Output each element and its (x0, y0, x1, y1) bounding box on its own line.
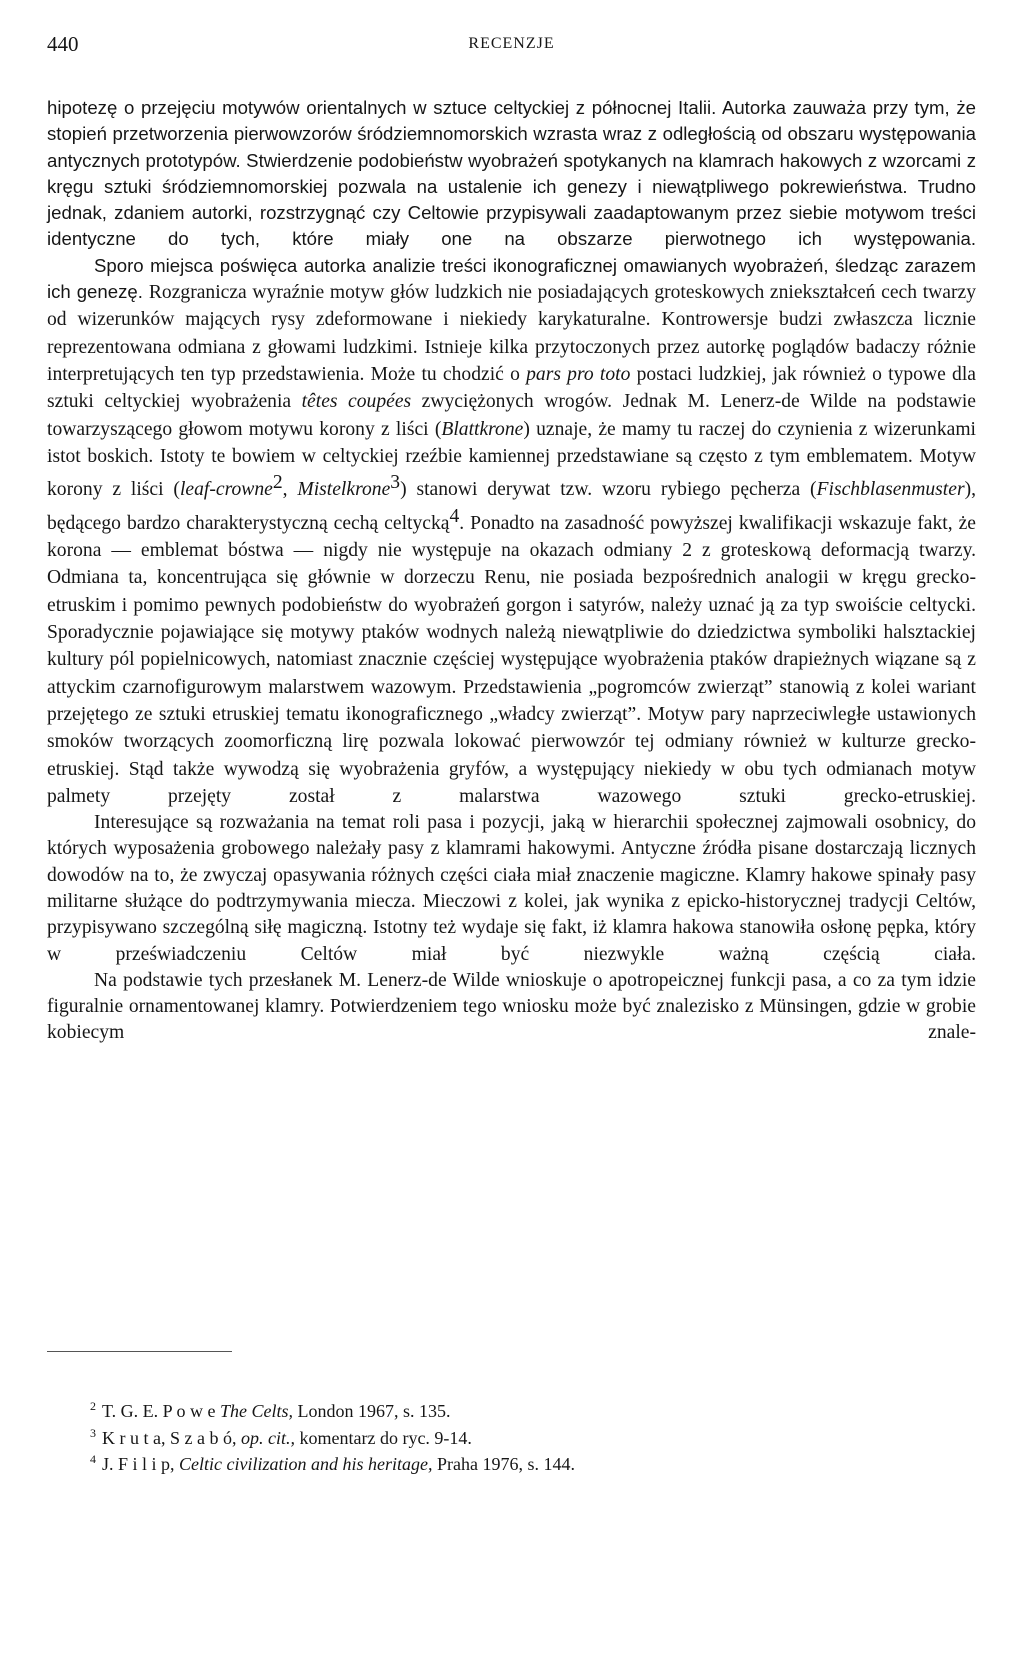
footnote-author: J. F i l i p, (102, 1454, 175, 1474)
running-head: RECENZJE (468, 35, 555, 52)
paragraph-text: Rozgranicza wyraźnie motyw głów ludzkich nie posiadających groteskowych zniekształceń cech twarzy od wizerunków mających rysy zdeformowane i niekiedy karykaturalne. Kontrowersje budzi zwłaszcza licznie reprezentowana odmiana z głowami ludzkimi. Istnieje kilka przytoczonych przez autorkę poglądów badaczy różnie interpretujących ten typ przedstawienia. Może tu chodzić o (47, 282, 976, 385)
footnote-ref: 2 (272, 472, 283, 494)
footnote-ref: 3 (390, 472, 401, 494)
paragraph-text: postaci ludzkiej, jak również o typowe dla sztuki celtyckiej wyobrażenia (47, 363, 976, 413)
footnote-author: K r u t a, S z a b ó, (102, 1427, 237, 1448)
paragraph-text: , (282, 479, 298, 501)
footnote-number: 4 (90, 1452, 96, 1466)
paragraph-continuation (47, 95, 976, 253)
footnote-item (90, 1425, 950, 1452)
paragraph-text: ) stanowi derywat tzw. wzoru rybiego pęcherza ( (400, 479, 817, 501)
footnote-rule (47, 1351, 232, 1352)
paragraph-iconography (47, 253, 976, 810)
footnote-item (90, 1398, 950, 1425)
paragraph-text: Na podstawie tych przesłanek M. Lenerz-de Wilde wnioskuje o apotropeicznej funkcji pasa, a co za tym idzie figuralnie ornamentowanej klamry. Potwierdzeniem tego wniosku może być znalezisko z Münsingen, gdzie w grobie kobiecym znale- (47, 969, 976, 1044)
footnote-ref: 4 (449, 505, 460, 527)
footnote-title: The Celts, (219, 1401, 293, 1421)
paragraph-text: hipotezę o przejęciu motywów orientalnych w sztuce celtyckiej z północnej Italii. Autorka zauważa przy tym, że stopień przetworzenia pierwowzorów śródziemnomorskich wzrasta wraz z odległością od obszaru występowania antycznych prototypów. Stwierdzenie podobieństw wyobrażeń spotykanych na klamrach hakowych z wzorcami z kręgu sztuki śródziemnomorskiej pozwala na ustalenie ich genezy i niewątpliwego pokrewieństwa. Trudno jednak, zdaniem autorki, rozstrzygnąć czy Celtowie przypisywali zaadaptowanym przez siebie motywom treści identyczne do tych, które miały one na obszarze pierwotnego ich występowania. (47, 97, 976, 250)
english-term: leaf-crowne (179, 479, 273, 501)
german-term: Mistelkrone (297, 479, 391, 501)
footnote-author: T. G. E. P o w e (102, 1401, 216, 1421)
footnote-rest: komentarz do ryc. 9-14. (299, 1427, 472, 1448)
footnote-rest: London 1967, s. 135. (297, 1401, 451, 1421)
paragraph-text: Interesujące są rozważania na temat roli pasa i pozycji, jaką w hierarchii społecznej zajmowali osobnicy, do których wyposażenia grobowego należały pasy z klamrami hakowymi. Antyczne źródła pisane dostarczają licznych dowodów na to, że zwyczaj opasywania różnych części ciała miał znaczenie magiczne. Klamry hakowe spinały pasy militarne służące do podtrzymywania miecza. Mieczowi z kolei, jak wynika z epicko-historycznej tradycji Celtów, przypisywano szczególną siłę magiczną. Istotny też wydaje się fakt, iż klamra hakowa stanowiła osłonę pępka, który w przeświadczeniu Celtów miał być niezwykle ważną częścią ciała. (47, 812, 976, 965)
paragraph-belt-role (47, 810, 976, 968)
german-term: Fischblasenmuster (816, 479, 965, 501)
french-phrase: têtes coupées (301, 391, 412, 413)
german-term: Blattkrone (441, 418, 524, 440)
footnotes (90, 1398, 950, 1478)
paragraph-text: Sporo miejsca poświęca autorka analizie treści ikonograficznej omawianych wyobrażeń, śledząc zarazem ich genezę. (47, 254, 976, 303)
page-header (47, 32, 976, 62)
footnote-item (90, 1451, 950, 1478)
footnote-title: Celtic civilization and his heritage, (179, 1454, 433, 1474)
footnote-number: 2 (90, 1399, 96, 1413)
footnote-rest: Praha 1976, s. 144. (437, 1454, 575, 1474)
paragraph-text: ) uznaje, że mamy tu raczej do czynienia z wizerunkami istot boskich. Istoty te bowiem w celtyckiej rzeźbie kamiennej przedstawiane są często z tym emblematem. Motyw korony z liści ( (47, 418, 977, 501)
paragraph-text: zwyciężonych wrogów. Jednak M. Lenerz-de Wilde na podstawie towarzyszącego głowom motywu korony z liści ( (47, 391, 976, 440)
footnote-title: op. cit., (240, 1427, 295, 1448)
footnote-number: 3 (90, 1425, 96, 1440)
paragraph-text: ), będącego bardzo charakterystyczną cechą celtycką (47, 479, 977, 534)
body-text (47, 95, 976, 1047)
latin-phrase: pars pro toto (526, 363, 631, 385)
page-number: 440 (47, 32, 79, 56)
paragraph-text: . Ponadto na zasadność powyższej kwalifikacji wskazuje fakt, że korona — emblemat bóstwa — nigdy nie występuje na okazach odmiany 2 z groteskową deformacją twarzy. Odmiana ta, koncentrująca się głównie w dorzeczu Renu, nie posiada bezpośrednich analogii w kręgu grecko-etruskim i pomimo pewnych podobieństw do wyobrażeń gorgon i satyrów, należy uznać ją za typ swoiście celtycki. Sporadycznie pojawiające się motywy ptaków wodnych należą niewątpliwie do dziedzictwa symboliki halsztackiej kultury pól popielnicowych, natomiast znacznie częściej występujące wyobrażenia ptaków drapieżnych wiązane są z attyckim czarnofigurowym malarstwem wazowym. Przedstawienia „pogromców zwierząt” stanowią z kolei wariant przejętego ze sztuki etruskiej tematu ikonograficznego „władcy zwierząt”. Motyw pary naprzeciwległe ustawionych smoków tworzących zoomorficzną lirę pozwala lokować pierwowzór tej odmiany również w kulturze grecko-etruskiej. Stąd także wywodzą się wyobrażenia gryfów, a występujący niekiedy w obu tych odmianach motyw palmety przejęty został z malarstwa wazowego sztuki grecko-etruskiej. (47, 512, 976, 807)
paragraph-conclusion (47, 968, 976, 1047)
